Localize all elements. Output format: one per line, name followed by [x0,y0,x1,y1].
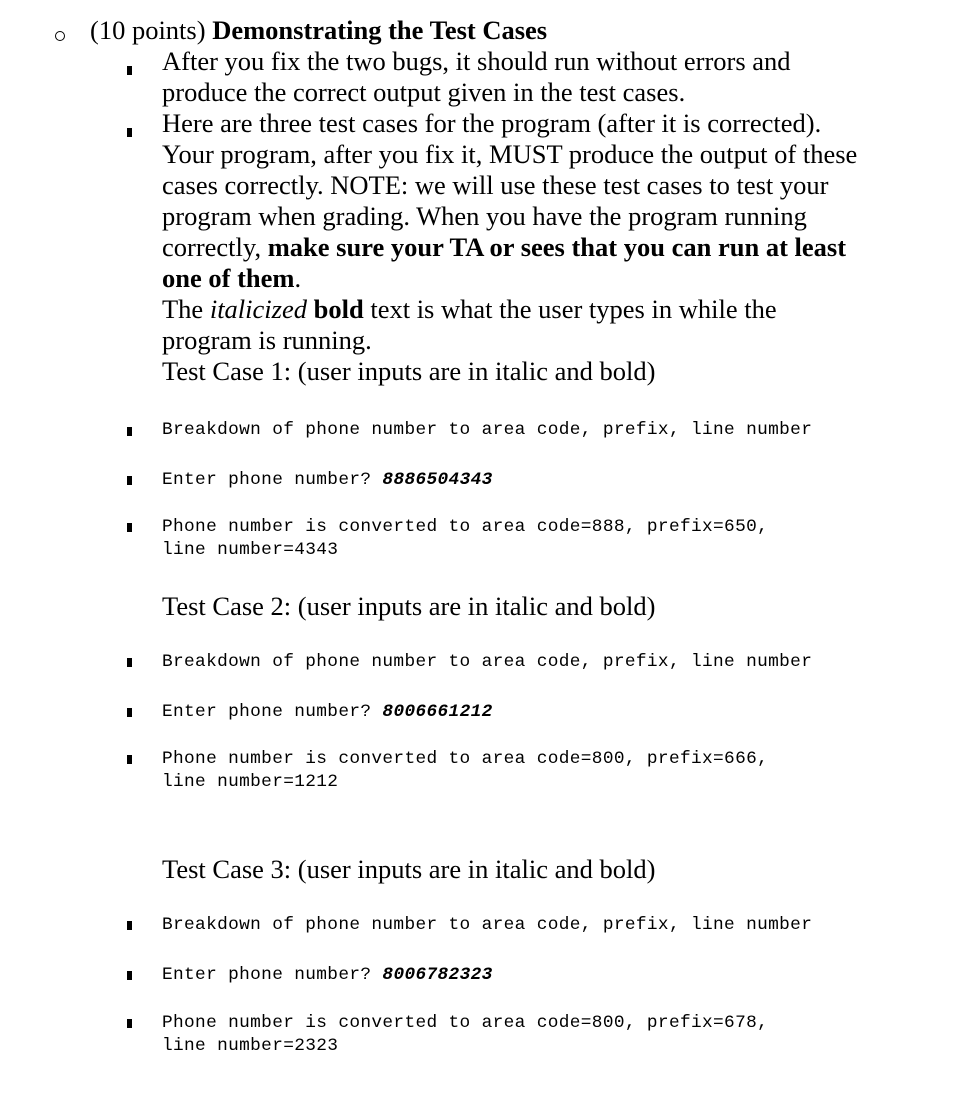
user-input: 8006661212 [382,702,493,722]
test-case-2-result-line-1: Phone number is converted to area code=800, prefix=666, [162,749,769,769]
square-bullet-icon [127,921,132,930]
square-bullet-icon [127,658,132,667]
bullet-2-line-2: Your program, after you fix it, MUST produce the output of these [162,139,858,169]
bullet-2-line-4: program when grading. When you have the program running [162,201,807,231]
bullet-2-note-line-2: program is running. [162,325,372,355]
square-bullet-icon [127,427,132,436]
test-case-1-prompt: Enter phone number? 8886504343 [162,470,493,490]
bullet-2-line-6: one of them. [162,263,302,293]
test-case-2-breakdown: Breakdown of phone number to area code, prefix, line number [162,652,813,672]
bullet-2-line-5: correctly, make sure your TA or sees that you can run at least [162,232,847,262]
test-case-1-breakdown: Breakdown of phone number to area code, prefix, line number [162,420,813,440]
user-input: 8006782323 [382,965,493,985]
square-bullet-icon [127,708,132,717]
test-case-3-prompt: Enter phone number? 8006782323 [162,965,493,985]
square-bullet-icon [127,971,132,980]
user-input: 8886504343 [382,470,493,490]
bullet-1-line-1: After you fix the two bugs, it should run without errors and [162,46,791,76]
square-bullet-icon [127,1019,132,1028]
bullet-2-note-line-1: The italicized bold text is what the user types in while the [162,294,777,324]
section-title: Demonstrating the Test Cases [212,15,548,45]
test-case-3-title: Test Case 3: (user inputs are in italic and bold) [162,854,656,884]
test-case-2-result-line-2: line number=1212 [162,772,339,792]
section-heading: (10 points) Demonstrating the Test Cases [90,15,548,45]
square-bullet-icon [127,476,132,485]
test-case-3-result-line-1: Phone number is converted to area code=800, prefix=678, [162,1013,769,1033]
bullet-1-line-2: produce the correct output given in the test cases. [162,77,686,107]
test-case-3-result-line-2: line number=2323 [162,1036,339,1056]
square-bullet-icon [127,523,132,532]
test-case-2-title: Test Case 2: (user inputs are in italic and bold) [162,591,656,621]
square-bullet-icon [127,755,132,764]
test-case-1-title: Test Case 1: (user inputs are in italic and bold) [162,356,656,386]
circle-bullet-icon [55,31,65,41]
test-case-1-result-line-2: line number=4343 [162,540,339,560]
bullet-2-line-1: Here are three test cases for the program (after it is corrected). [162,108,822,138]
test-case-1-result-line-1: Phone number is converted to area code=888, prefix=650, [162,517,769,537]
square-bullet-icon [127,66,132,75]
bullet-2-line-3: cases correctly. NOTE: we will use these test cases to test your [162,170,829,200]
square-bullet-icon [127,128,132,137]
test-case-3-breakdown: Breakdown of phone number to area code, prefix, line number [162,915,813,935]
test-case-2-prompt: Enter phone number? 8006661212 [162,702,493,722]
